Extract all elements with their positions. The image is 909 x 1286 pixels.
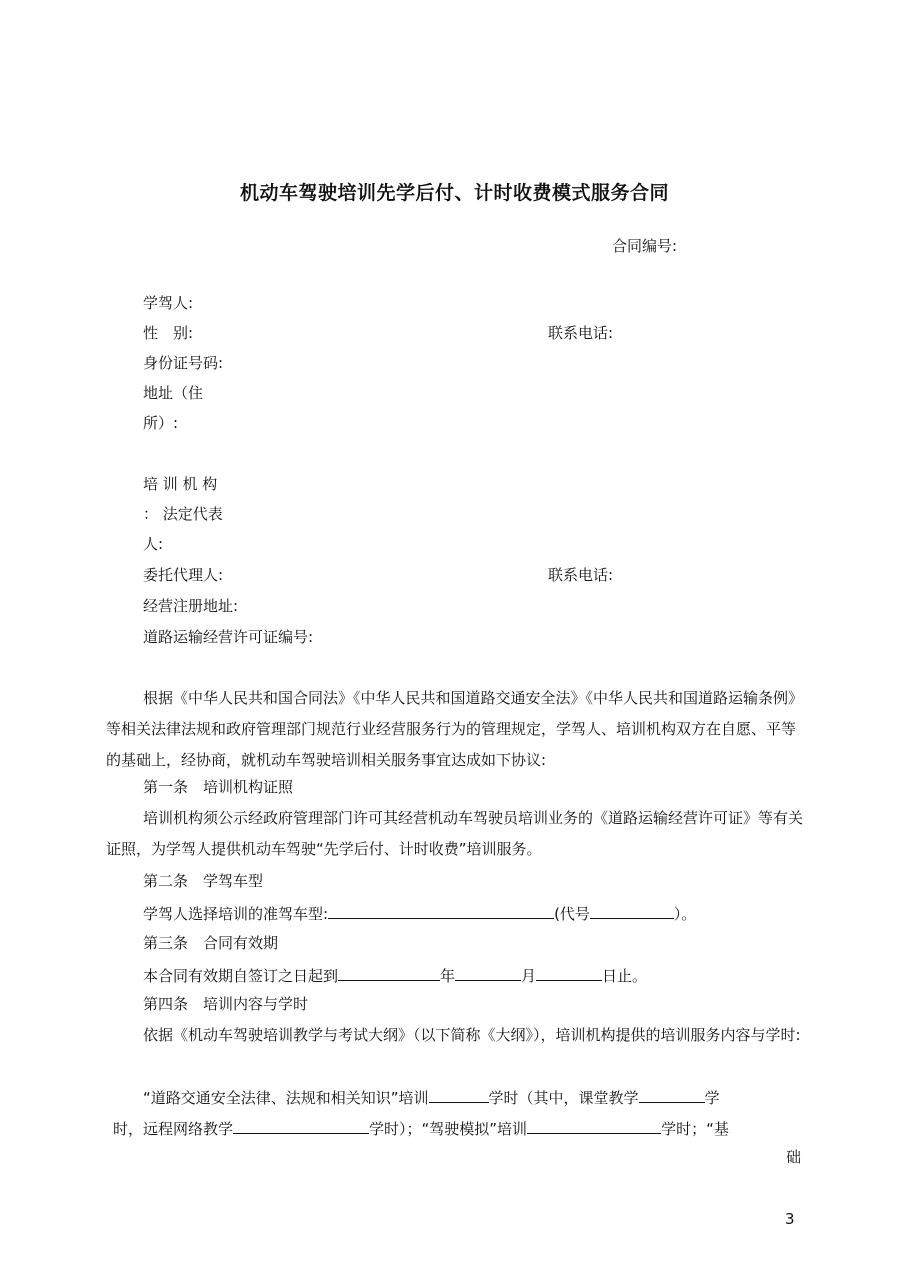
article-3-text-a: 本合同有效期自签订之日起到 <box>143 967 339 985</box>
gender-label: 性 别: <box>143 324 194 342</box>
article-2-text-b: (代号 <box>554 905 590 923</box>
article-1-heading: 第一条 培训机构证照 <box>143 778 294 796</box>
vehicle-code-blank[interactable] <box>590 902 674 919</box>
article-3-body <box>143 964 647 986</box>
org-phone-label: 联系电话: <box>548 566 614 584</box>
document-title: 机动车驾驶培训先学后付、计时收费模式服务合同 <box>239 182 669 204</box>
agent-label: 委托代理人: <box>143 566 224 584</box>
intro-paragraph: 根据《中华人民共和国合同法》《中华人民共和国道路交通安全法》《中华人民共和国道路运输条例》等相关法律法规和政府管理部门规范行业经营服务行为的管理规定，学驾人、培训机构双方在自愿、平等的基础上，经协商，就机动车驾驶培训相关服务事宜达成如下协议: <box>106 689 804 769</box>
article-3-end: 日止。 <box>602 967 648 985</box>
online-text: 时，远程网络教学 <box>113 1120 234 1138</box>
article-3-heading: 第三条 合同有效期 <box>143 934 279 952</box>
basic-text: 学时；“基 <box>661 1120 729 1138</box>
article-4-line3: 础 <box>786 1148 802 1166</box>
article-2-text-c: ）。 <box>673 905 697 923</box>
month-blank[interactable] <box>455 964 521 981</box>
article-4-heading: 第四条 培训内容与学时 <box>143 995 309 1013</box>
student-phone-label: 联系电话: <box>548 324 614 342</box>
article-4-line2 <box>113 1117 729 1139</box>
page-number: 3 <box>785 1210 795 1228</box>
address-label-line1: 地址（住 <box>143 384 204 402</box>
article-2-heading: 第二条 学驾车型 <box>143 872 264 890</box>
classroom-text: 学时（其中，课堂教学 <box>488 1089 639 1107</box>
article-2-text-a: 学驾人选择培训的准驾车型: <box>143 905 329 923</box>
article-3-month: 月 <box>521 967 537 985</box>
vehicle-type-blank[interactable] <box>328 902 554 919</box>
classroom-hours-blank[interactable] <box>639 1086 705 1103</box>
simulation-hours-blank[interactable] <box>527 1117 661 1134</box>
legal-rep-label-line2: 人: <box>143 535 164 553</box>
article-4-line1 <box>143 1086 720 1108</box>
article-2-body <box>143 902 696 924</box>
law-training-text: “道路交通安全法律、法规和相关知识”培训 <box>143 1089 429 1107</box>
id-number-label: 身份证号码: <box>143 354 224 372</box>
address-label-line2: 所）: <box>143 414 179 432</box>
student-label: 学驾人: <box>143 294 194 312</box>
article-4-body: 依据《机动车驾驶培训教学与考试大纲》（以下简称《大纲》），培训机构提供的培训服务内容与学时: <box>143 1026 801 1044</box>
article-3-year: 年 <box>440 967 456 985</box>
law-hours-blank[interactable] <box>429 1086 489 1103</box>
year-blank[interactable] <box>338 964 440 981</box>
training-org-label: 培 训 机 构 <box>143 475 218 493</box>
day-blank[interactable] <box>536 964 602 981</box>
article-1-body: 培训机构须公示经政府管理部门许可其经营机动车驾驶员培训业务的《道路运输经营许可证》等有关证照，为学驾人提供机动车驾驶“先学后付、计时收费”培训服务。 <box>106 809 804 858</box>
contract-number-label: 合同编号: <box>612 237 678 255</box>
online-hours-blank[interactable] <box>233 1117 369 1134</box>
license-number-label: 道路运输经营许可证编号: <box>143 628 314 646</box>
registered-address-label: 经营注册地址: <box>143 597 239 615</box>
hours-suffix: 学 <box>704 1089 720 1107</box>
simulation-text: 学时）；“驾驶模拟”培训 <box>369 1120 528 1138</box>
legal-rep-label-line1: ： 法定代表 <box>143 505 223 523</box>
